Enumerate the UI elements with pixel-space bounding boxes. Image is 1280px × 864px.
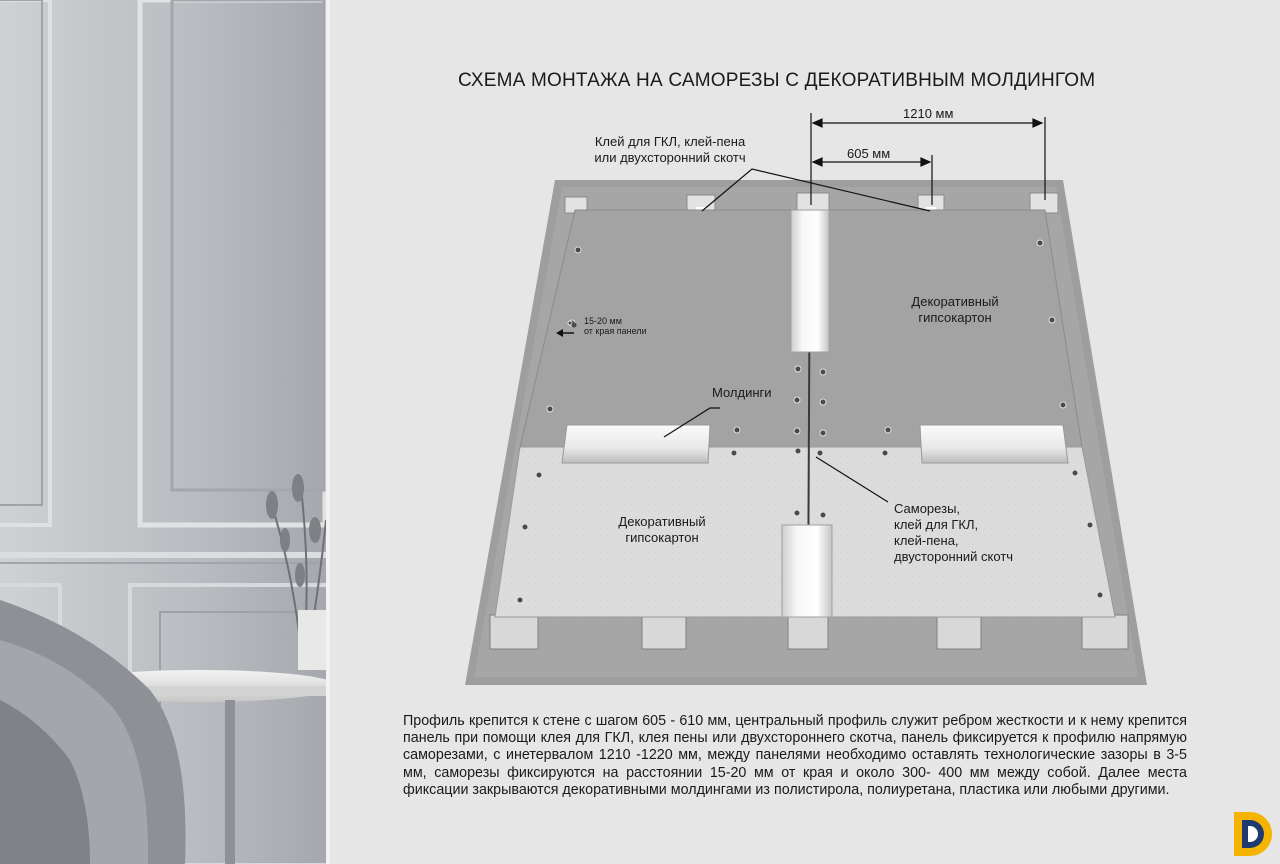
glue-label [577, 134, 763, 166]
screws-label-line4: двусторонний скотч [894, 549, 1014, 564]
molding-horizontal-right [920, 425, 1068, 463]
brand-logo-icon [1226, 808, 1276, 860]
interior-photo [0, 0, 326, 864]
page-title: СХЕМА МОНТАЖА НА САМОРЕЗЫ С ДЕКОРАТИВНЫМ МОЛДИНГОМ [458, 70, 1096, 91]
panel-bottom-label-line1: Декоративный [618, 514, 706, 529]
screws-label-line2: клей для ГКЛ, [894, 517, 979, 532]
panel-top-label-line1: Декоративный [911, 294, 999, 309]
panel-top-label [895, 294, 1015, 326]
panel-top-label-line2: гипсокартон [918, 310, 992, 325]
molding-vertical-bottom [782, 525, 832, 617]
dimension-1210: 1210 мм [903, 106, 954, 121]
edge-distance-label-line1: 15-20 мм [584, 316, 622, 326]
moldings-label: Молдинги [712, 385, 772, 400]
dimension-605: 605 мм [847, 146, 891, 161]
panel-bottom-label [602, 514, 722, 546]
description-text: Профиль крепится к стене с шагом 605 - 610 мм, центральный профиль служит ребром жесткости и к нему крепится панель при помощи клея для ГКЛ, клея пены или двухстороннего скотча, панель фиксируется к профилю напрямую саморезами, с инетервалом 1210 -1220 мм, между панелями необходимо оставлять технологические зазоры в 3-5 мм, саморезы фиксируются на расстоянии 15-20 мм от края и около 300- 400 мм между собой. Далее места фиксации закрываются декоративными молдингами из полистирола, полиуретана, пластика или любыми другими. [403, 713, 1187, 798]
molding-horizontal-left [562, 425, 710, 463]
panel-bottom-label-line2: гипсокартон [625, 530, 699, 545]
screws-label-line3: клей-пена, [894, 533, 959, 548]
molding-vertical-top [791, 210, 829, 352]
glue-label-line1: Клей для ГКЛ, клей-пена [594, 134, 746, 149]
screws-label [894, 501, 1013, 565]
glue-label-line2: или двухсторонний скотч [594, 150, 746, 165]
screws-label-line1: Саморезы, [894, 501, 961, 516]
edge-distance-label-line2: от края панели [584, 326, 647, 336]
interior-photo-drawing [0, 0, 326, 864]
edge-distance-label [584, 316, 647, 336]
